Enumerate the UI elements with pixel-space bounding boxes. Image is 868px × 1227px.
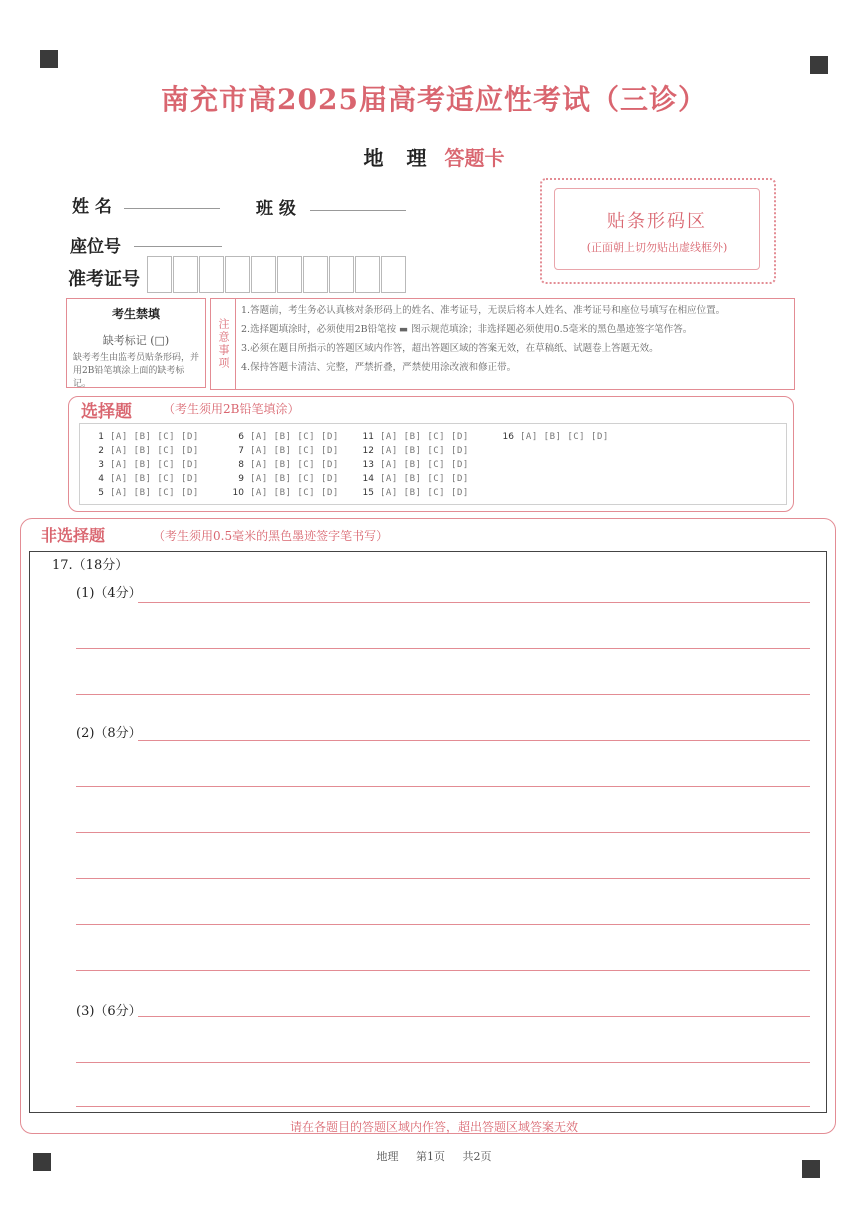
- choice-options[interactable]: [A] [B] [C] [D]: [380, 446, 469, 456]
- choice-row[interactable]: [494, 432, 609, 442]
- choice-row[interactable]: [224, 488, 339, 498]
- choice-options[interactable]: [A] [B] [C] [D]: [250, 432, 339, 442]
- instruction-item: 3.必须在题目所指示的答题区域内作答，超出答题区域的答案无效，在草稿纸、试题卷上答题无效。: [241, 343, 659, 354]
- answer-line[interactable]: [76, 648, 810, 649]
- question-number: 5: [98, 488, 104, 498]
- barcode-title: 贴条形码区: [607, 211, 707, 232]
- choice-row[interactable]: [84, 446, 199, 456]
- choice-row[interactable]: [354, 474, 469, 484]
- class-field[interactable]: [310, 210, 406, 211]
- choice-row[interactable]: [224, 474, 339, 484]
- absent-note: 缺考考生由监考员贴条形码，并用2B铅笔填涂上面的缺考标记。: [73, 353, 200, 389]
- part-2-heading: (2)（8分）: [76, 726, 142, 741]
- answer-area[interactable]: [29, 551, 827, 1113]
- choice-row[interactable]: [224, 446, 339, 456]
- exam-title: 南充市高2025届高考适应性考试（三诊）: [161, 83, 707, 116]
- corner-marker-top-right: [810, 56, 828, 74]
- instruction-item: 4.保持答题卡清洁、完整，严禁折叠，严禁使用涂改液和修正带。: [241, 362, 517, 373]
- choice-row[interactable]: [84, 488, 199, 498]
- answer-line[interactable]: [138, 1016, 810, 1017]
- instruction-item: 1.答题前，考生务必认真核对条形码上的姓名、准考证号，无误后将本人姓名、准考证号和座位号填写在相应位置。: [241, 305, 726, 316]
- choice-options[interactable]: [A] [B] [C] [D]: [110, 446, 199, 456]
- examiner-only-title: 考生禁填: [111, 307, 160, 321]
- instructions-box: [210, 298, 795, 390]
- seat-label: 座位号: [70, 237, 121, 257]
- choice-row[interactable]: [84, 474, 199, 484]
- question-number: 2: [98, 446, 104, 456]
- choice-options[interactable]: [A] [B] [C] [D]: [250, 488, 339, 498]
- exam-id-cell[interactable]: [199, 256, 224, 293]
- card-label: 答题卡: [444, 146, 505, 170]
- choice-row[interactable]: [224, 460, 339, 470]
- exam-id-cell[interactable]: [173, 256, 198, 293]
- choice-row[interactable]: [354, 432, 469, 442]
- question-number: 1: [98, 432, 104, 442]
- choice-options[interactable]: [A] [B] [C] [D]: [520, 432, 609, 442]
- instruction-item: 2.选择题填涂时，必须使用2B铅笔按 ▬ 图示规范填涂；非选择题必须使用0.5毫米的黑色墨迹签字笔作答。: [241, 324, 693, 335]
- exam-id-cell[interactable]: [251, 256, 276, 293]
- exam-id-cell[interactable]: [277, 256, 302, 293]
- question-number: 14: [362, 474, 374, 484]
- choice-grid: [79, 423, 787, 505]
- subject-name: 地 理: [363, 146, 435, 170]
- choice-options[interactable]: [A] [B] [C] [D]: [110, 460, 199, 470]
- question-number: 13: [362, 460, 374, 470]
- instructions-label: 注意事项: [211, 299, 236, 389]
- exam-id-label: 准考证号: [68, 269, 140, 290]
- question-number: 4: [98, 474, 104, 484]
- choice-row[interactable]: [84, 460, 199, 470]
- class-label: 班 级: [256, 199, 296, 219]
- choice-row[interactable]: [84, 432, 199, 442]
- question-number: 8: [238, 460, 244, 470]
- absent-mark[interactable]: 缺考标记 (□): [102, 334, 170, 347]
- question-17-heading: 17.（18分）: [52, 558, 129, 573]
- question-number: 12: [362, 446, 374, 456]
- choice-row[interactable]: [354, 488, 469, 498]
- answer-line[interactable]: [76, 832, 810, 833]
- exam-id-cell[interactable]: [147, 256, 172, 293]
- non-choice-subtitle: （考生须用0.5毫米的黑色墨迹签字笔书写）: [153, 529, 389, 543]
- choice-options[interactable]: [A] [B] [C] [D]: [380, 432, 469, 442]
- barcode-hint: (正面朝上切勿贴出虚线框外): [586, 241, 728, 254]
- instructions-list: [241, 301, 789, 377]
- exam-id-cell[interactable]: [225, 256, 250, 293]
- choice-options[interactable]: [A] [B] [C] [D]: [380, 488, 469, 498]
- choice-row[interactable]: [224, 432, 339, 442]
- answer-line[interactable]: [76, 1106, 810, 1107]
- choice-options[interactable]: [A] [B] [C] [D]: [110, 474, 199, 484]
- answer-line[interactable]: [138, 740, 810, 741]
- question-number: 7: [238, 446, 244, 456]
- name-label: 姓 名: [72, 197, 112, 217]
- exam-id-cell[interactable]: [329, 256, 354, 293]
- subject-heading: [0, 142, 868, 171]
- examiner-only-box: [66, 298, 206, 388]
- answer-line[interactable]: [76, 878, 810, 879]
- question-number: 9: [238, 474, 244, 484]
- barcode-area: [554, 188, 760, 270]
- choice-options[interactable]: [A] [B] [C] [D]: [250, 460, 339, 470]
- question-number: 6: [238, 432, 244, 442]
- choice-options[interactable]: [A] [B] [C] [D]: [380, 474, 469, 484]
- choice-subtitle: （考生须用2B铅笔填涂）: [163, 402, 300, 416]
- answer-line[interactable]: [76, 970, 810, 971]
- question-number: 11: [362, 432, 374, 442]
- exam-id-cells[interactable]: [147, 256, 407, 293]
- exam-id-cell[interactable]: [303, 256, 328, 293]
- question-number: 3: [98, 460, 104, 470]
- choice-title: 选择题: [81, 402, 132, 422]
- choice-options[interactable]: [A] [B] [C] [D]: [380, 460, 469, 470]
- exam-id-cell[interactable]: [355, 256, 380, 293]
- exam-id-cell[interactable]: [381, 256, 406, 293]
- part-3-heading: (3)（6分）: [76, 1004, 142, 1019]
- name-field[interactable]: [124, 208, 220, 209]
- choice-options[interactable]: [A] [B] [C] [D]: [250, 474, 339, 484]
- answer-line[interactable]: [76, 924, 810, 925]
- choice-options[interactable]: [A] [B] [C] [D]: [250, 446, 339, 456]
- answer-line[interactable]: [76, 786, 810, 787]
- non-choice-section: [20, 518, 836, 1134]
- choice-section: [68, 396, 794, 512]
- corner-marker-top-left: [40, 50, 58, 68]
- choice-row[interactable]: [354, 460, 469, 470]
- seat-field[interactable]: [134, 246, 222, 247]
- choice-options[interactable]: [A] [B] [C] [D]: [110, 488, 199, 498]
- question-number: 15: [362, 488, 374, 498]
- answer-line[interactable]: [76, 1062, 810, 1063]
- page-footer: 地理 第1页 共2页: [376, 1150, 492, 1163]
- answer-line[interactable]: [138, 602, 810, 603]
- choice-row[interactable]: [354, 446, 469, 456]
- question-number: 16: [502, 432, 514, 442]
- choice-options[interactable]: [A] [B] [C] [D]: [110, 432, 199, 442]
- answer-line[interactable]: [76, 694, 810, 695]
- non-choice-title: 非选择题: [41, 526, 106, 545]
- part-1-heading: (1)（4分）: [76, 586, 142, 601]
- answer-area-warning: 请在各题目的答题区域内作答，超出答题区域答案无效: [289, 1120, 578, 1134]
- question-number: 10: [232, 488, 244, 498]
